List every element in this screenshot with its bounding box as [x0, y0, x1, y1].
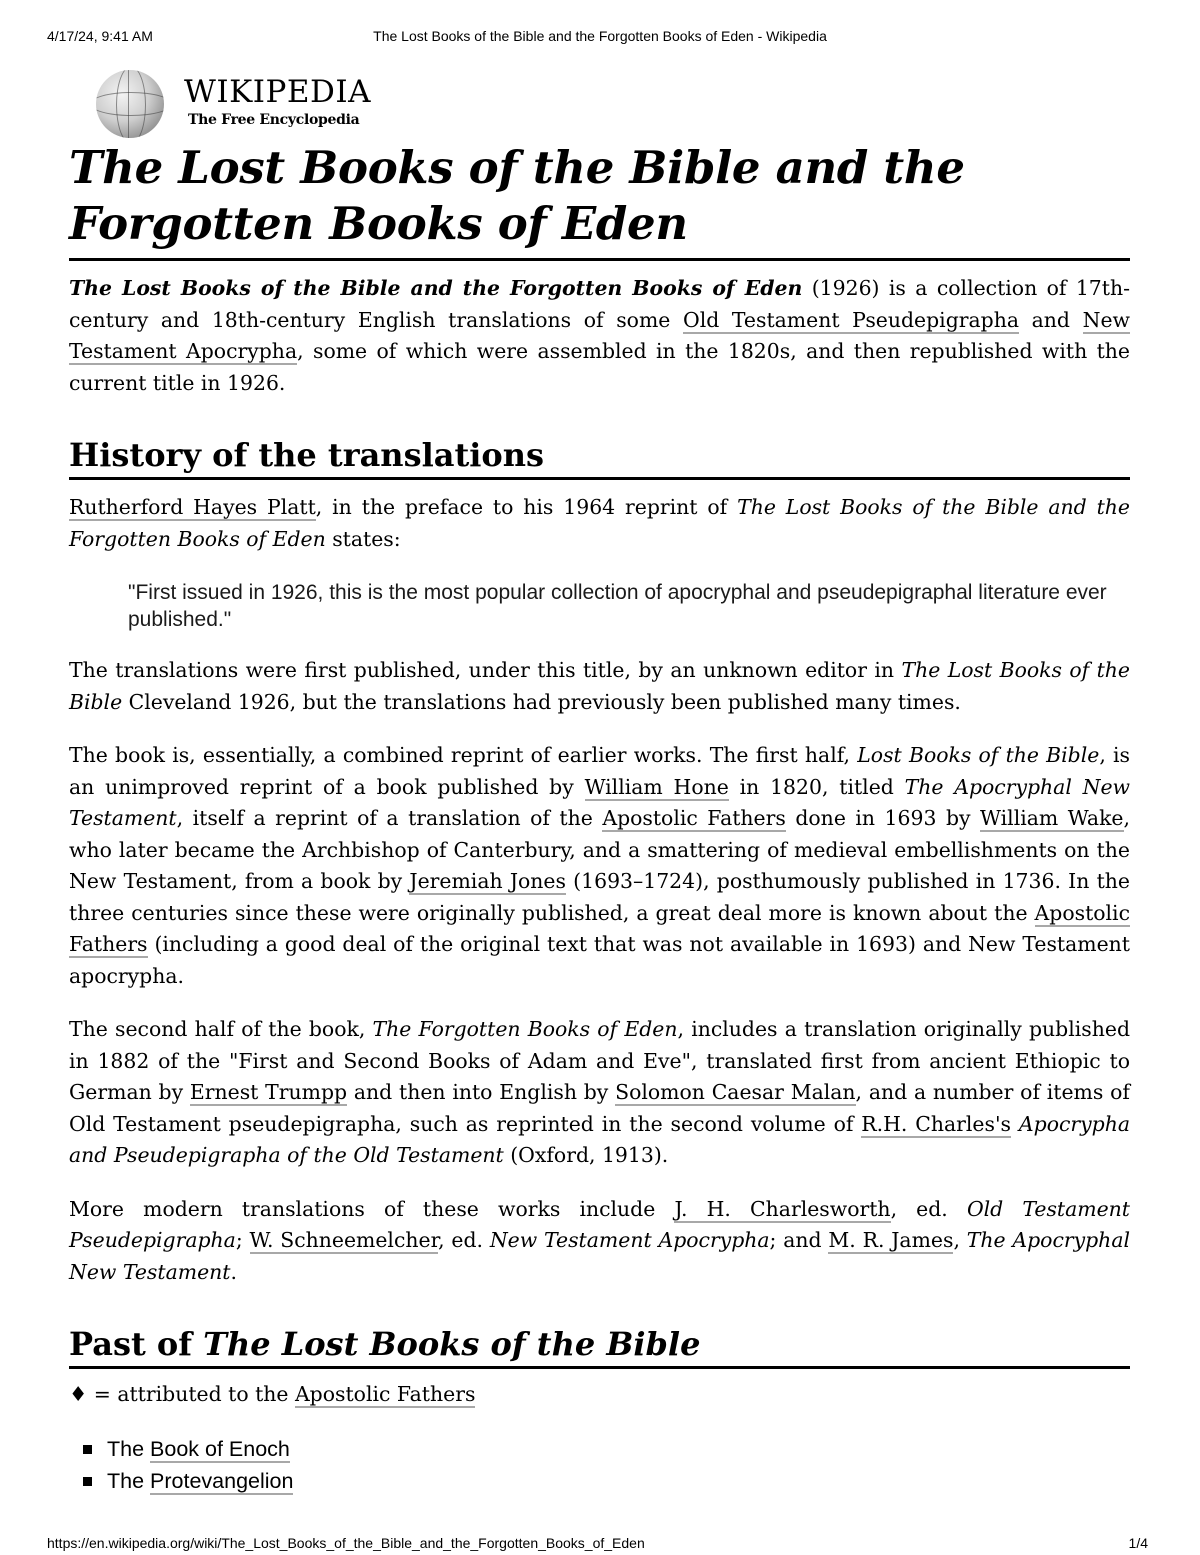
legend-text: ♦ = attributed to the: [69, 1382, 295, 1406]
text: The second half of the book,: [69, 1017, 373, 1041]
link-w-schneemelcher[interactable]: W. Schneemelcher: [249, 1228, 439, 1252]
wikipedia-tagline: The Free Encyclopedia: [188, 112, 360, 128]
intro-text: and: [1019, 307, 1083, 332]
link-apostolic-fathers-2[interactable]: Apostolic Fathers: [69, 900, 1130, 956]
wikipedia-wordmark: WIKIPEDIA: [184, 74, 371, 110]
print-url: https://en.wikipedia.org/wiki/The_Lost_Books_of_the_Bible_and_the_Forgotten_Books_of_Eden: [47, 1535, 645, 1551]
italic-title: The Forgotten Books of Eden: [372, 1017, 678, 1041]
link-mr-james[interactable]: M. R. James: [828, 1228, 954, 1252]
text: .: [230, 1259, 237, 1284]
history-paragraph-5: [69, 1194, 1130, 1289]
print-footer: [0, 1535, 1200, 1555]
intro-paragraph: [69, 273, 1130, 399]
link-william-wake[interactable]: William Wake: [980, 806, 1124, 830]
text: done in 1693 by: [785, 806, 981, 830]
text: (including a good deal of the original text that was not available in 1693) and New Testament apocrypha.: [69, 932, 1130, 988]
intro-text: (1926) is a collection of 17th-century and 18th-century English translations of some: [69, 276, 1130, 332]
intro-title: The Lost Books of the Bible and the Forgotten Books of Eden: [69, 276, 803, 300]
history-paragraph-3: [69, 740, 1130, 992]
history-paragraph-4: [69, 1014, 1130, 1172]
link-jh-charlesworth[interactable]: J. H. Charlesworth: [674, 1196, 891, 1221]
link-protevangelion[interactable]: Protevangelion: [150, 1468, 294, 1493]
italic-title: New Testament Apocrypha: [489, 1228, 770, 1252]
link-new-testament-apocrypha[interactable]: New Testament Apocrypha: [69, 307, 1130, 363]
link-rutherford-hayes-platt[interactable]: Rutherford Hayes Platt: [69, 495, 316, 519]
text: , itself a reprint of a translation of the: [176, 806, 603, 830]
text: , and a number of items of Old Testament pseudepigrapha, such as reprinted in the second volume of: [69, 1080, 1130, 1136]
link-old-testament-pseudepigrapha[interactable]: Old Testament Pseudepigrapha: [682, 307, 1019, 332]
platt-quote: "First issued in 1926, this is the most popular collection of apocryphal and pseudepigraphal literature ever published.": [128, 581, 1107, 631]
link-jeremiah-jones[interactable]: Jeremiah Jones: [409, 869, 566, 893]
link-ernest-trumpp[interactable]: Ernest Trumpp: [189, 1080, 348, 1104]
italic-title: Apocrypha and Pseudepigrapha of the Old Testament: [69, 1111, 1131, 1167]
text: , is an unimproved reprint of a book published by: [69, 743, 1131, 799]
italic-title: The Lost Books of the Bible: [69, 658, 1130, 714]
link-rh-charles[interactable]: R.H. Charles's: [861, 1111, 1012, 1136]
link-book-of-enoch[interactable]: Book of Enoch: [150, 1436, 290, 1461]
italic-title: Lost Books of the Bible: [857, 743, 1100, 767]
text: states:: [325, 526, 401, 551]
list-item: [69, 1465, 1130, 1497]
italic-title: Old Testament Pseudepigrapha: [69, 1196, 1130, 1252]
italic-title: The Apocryphal New Testament: [69, 1228, 1130, 1284]
heading-history: History of the translations: [69, 433, 1130, 480]
text: , includes a translation originally published in 1882 of the "First and Second Books of Adam and Eve", translated first from ancient Ethiopic to German by: [69, 1017, 1130, 1104]
italic-title: The Apocryphal New Testament: [69, 774, 1131, 830]
bullet-icon: [83, 1445, 92, 1454]
link-solomon-caesar-malan[interactable]: Solomon Caesar Malan: [615, 1080, 856, 1104]
list-item: [69, 1433, 1130, 1465]
print-page-title: The Lost Books of the Bible and the Forgotten Books of Eden - Wikipedia: [373, 28, 827, 44]
text: ;: [235, 1228, 250, 1252]
attribution-legend: [69, 1379, 1130, 1411]
text: The book is, essentially, a combined reprint of earlier works. The first half,: [69, 743, 858, 767]
print-header: [0, 28, 1200, 48]
item-prefix: The: [107, 1436, 151, 1461]
text: in 1820, titled: [728, 774, 905, 799]
item-prefix: The: [107, 1468, 151, 1493]
article-content: [69, 140, 1130, 1497]
text: Cleveland 1926, but the translations had previously been published many times.: [122, 689, 961, 714]
text: and then into English by: [347, 1080, 616, 1104]
history-paragraph-2: [69, 655, 1130, 718]
text: More modern translations of these works include: [69, 1196, 675, 1221]
wikipedia-logo[interactable]: [96, 68, 386, 140]
text: [1011, 1112, 1019, 1136]
text: The translations were first published, under this title, by an unknown editor in: [69, 658, 902, 682]
page-number: 1/4: [1128, 1535, 1148, 1551]
link-william-hone[interactable]: William Hone: [584, 774, 729, 799]
history-paragraph-1: [69, 492, 1130, 555]
text: ,: [953, 1228, 967, 1252]
intro-text: , some of which were assembled in the 1820s, and then republished with the current title in 1926.: [69, 339, 1130, 395]
heading-italic: The Lost Books of the Bible: [203, 1325, 701, 1363]
link-apostolic-fathers[interactable]: Apostolic Fathers: [602, 806, 786, 830]
heading-text: Past of: [69, 1325, 204, 1363]
puzzle-globe-icon: [96, 70, 164, 138]
bullet-icon: [83, 1477, 92, 1486]
text: , ed.: [890, 1196, 967, 1221]
text: (Oxford, 1913).: [503, 1143, 669, 1167]
text: , who later became the Archbishop of Canterbury, and a smattering of medieval embellishments on the New Testament, from a book by: [69, 806, 1130, 893]
heading-past: [69, 1322, 1130, 1369]
text: , in the preface to his 1964 reprint of: [315, 495, 738, 519]
text: ; and: [769, 1228, 829, 1252]
books-list: [69, 1433, 1130, 1497]
link-apostolic-fathers-3[interactable]: Apostolic Fathers: [294, 1382, 476, 1406]
text: , ed.: [438, 1228, 490, 1252]
text: (1693–1724), posthumously published in 1736. In the three centuries since these were originally published, a great deal more is known about the: [69, 869, 1130, 925]
italic-title: The Lost Books of the Bible and the Forgotten Books of Eden: [69, 495, 1130, 551]
print-date: 4/17/24, 9:41 AM: [47, 28, 153, 44]
page-title: The Lost Books of the Bible and the Forgotten Books of Eden: [69, 140, 1130, 261]
